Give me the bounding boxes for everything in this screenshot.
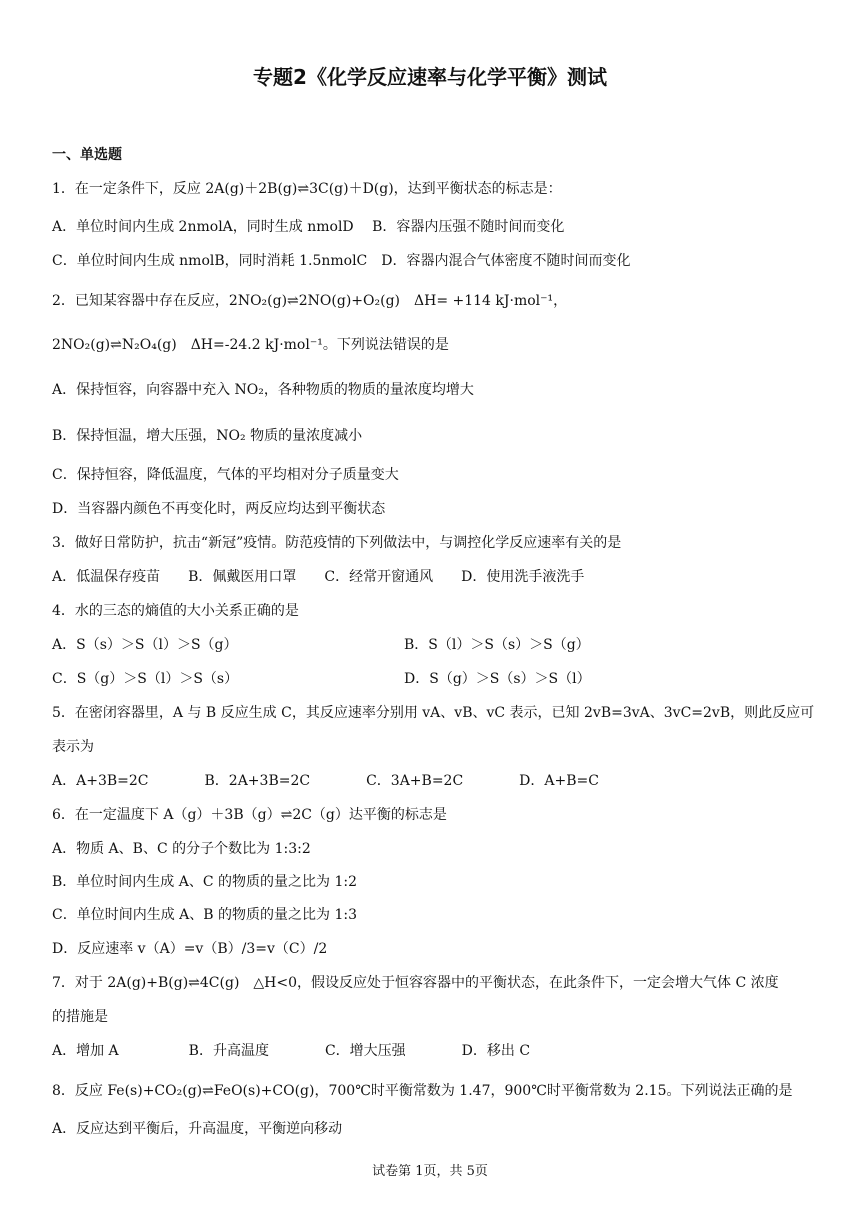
q6-option-a: A．物质 A、B、C 的分子个数比为 1:3:2 bbox=[52, 841, 311, 857]
q3-options: A．低温保存疫苗 B．佩戴医用口罩 C．经常开窗通风 D．使用洗手液洗手 bbox=[52, 569, 585, 585]
question-6: 6．在一定温度下 A（g）＋3B（g）⇌2C（g）达平衡的标志是 bbox=[52, 807, 447, 823]
page-title: 专题2《化学反应速率与化学平衡》测试 bbox=[253, 65, 607, 89]
question-5-line2: 表示为 bbox=[52, 739, 94, 755]
question-1: 1．在一定条件下，反应 2A(g)＋2B(g)⇌3C(g)＋D(g)，达到平衡状态的标志是： bbox=[52, 181, 562, 197]
q2-option-a: A．保持恒容，向容器中充入 NO₂，各种物质的物质的量浓度均增大 bbox=[52, 382, 474, 398]
question-3: 3．做好日常防护，抗击“新冠”疫情。防范疫情的下列做法中，与调控化学反应速率有关的是 bbox=[52, 535, 622, 551]
q4-option-row1 bbox=[52, 636, 590, 654]
q4-option-c: C．S（g）＞S（l）＞S（s） bbox=[52, 671, 239, 687]
q2-option-b: B．保持恒温，增大压强，NO₂ 物质的量浓度减小 bbox=[52, 428, 363, 444]
q6-option-c: C．单位时间内生成 A、B 的物质的量之比为 1:3 bbox=[52, 907, 357, 923]
q7-options: A．增加 A B．升高温度 C．增大压强 D．移出 C bbox=[52, 1043, 531, 1059]
q4-option-a: A．S（s）＞S（l）＞S（g） bbox=[52, 637, 238, 653]
q1-options-cd: C．单位时间内生成 nmolB，同时消耗 1.5nmolC D．容器内混合气体密度不随时间而变化 bbox=[52, 253, 631, 269]
question-8: 8．反应 Fe(s)+CO₂(g)⇌FeO(s)+CO(g)，700℃时平衡常数为 1.47，900℃时平衡常数为 2.15。下列说法正确的是 bbox=[52, 1083, 793, 1099]
question-5-line1: 5．在密闭容器里，A 与 B 反应生成 C，其反应速率分别用 vA、vB、vC 表示，已知 2vB=3vA、3vC=2vB，则此反应可 bbox=[52, 705, 815, 721]
question-7-line1: 7．对于 2A(g)+B(g)⇌4C(g) △H<0，假设反应处于恒容容器中的平衡状态，在此条件下，一定会增大气体 C 浓度 bbox=[52, 975, 779, 991]
q8-option-a: A．反应达到平衡后，升高温度，平衡逆向移动 bbox=[52, 1121, 343, 1137]
q2-option-c: C．保持恒容，降低温度，气体的平均相对分子质量变大 bbox=[52, 467, 399, 483]
question-7-line2: 的措施是 bbox=[52, 1009, 108, 1025]
q4-option-d: D．S（g）＞S（s）＞S（l） bbox=[404, 671, 591, 687]
q6-option-b: B．单位时间内生成 A、C 的物质的量之比为 1:2 bbox=[52, 874, 357, 890]
q1-options-ab: A．单位时间内生成 2nmolA，同时生成 nmolD B．容器内压强不随时间而变化 bbox=[52, 219, 565, 235]
q5-options: A．A+3B=2C B．2A+3B=2C C．3A+B=2C D．A+B=C bbox=[52, 773, 599, 789]
question-2-line1: 2．已知某容器中存在反应，2NO₂(g)⇌2NO(g)+O₂(g) ΔH= +114 kJ·mol⁻¹， bbox=[52, 293, 568, 309]
section-heading: 一、单选题 bbox=[52, 147, 122, 163]
question-4: 4．水的三态的熵值的大小关系正确的是 bbox=[52, 603, 299, 619]
q4-option-row2 bbox=[52, 670, 591, 688]
q6-option-d: D．反应速率 v（A）=v（B）/3=v（C）/2 bbox=[52, 941, 328, 957]
question-2-line2: 2NO₂(g)⇌N₂O₄(g) ΔH=-24.2 kJ·mol⁻¹。下列说法错误的是 bbox=[52, 337, 449, 353]
page-footer: 试卷第 1页，共 5页 bbox=[372, 1164, 488, 1179]
q4-option-b: B．S（l）＞S（s）＞S（g） bbox=[404, 637, 590, 653]
q2-option-d: D．当容器内颜色不再变化时，两反应均达到平衡状态 bbox=[52, 501, 386, 517]
